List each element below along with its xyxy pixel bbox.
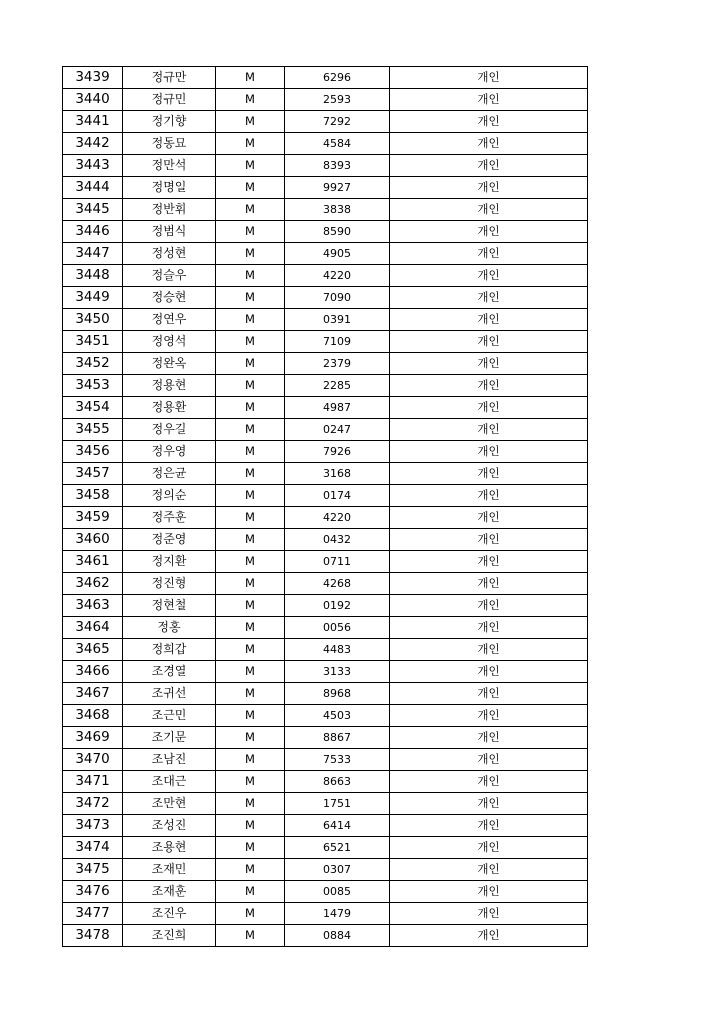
gender-cell: M [216, 375, 285, 397]
row-number-cell: 3445 [63, 199, 123, 221]
type-cell: 개인 [390, 177, 588, 199]
code-cell: 8867 [285, 727, 390, 749]
type-cell: 개인 [390, 89, 588, 111]
type-cell: 개인 [390, 727, 588, 749]
code-cell: 3838 [285, 199, 390, 221]
row-number-cell: 3469 [63, 727, 123, 749]
table-row [63, 243, 588, 265]
row-number-cell: 3471 [63, 771, 123, 793]
table-row [63, 199, 588, 221]
name-cell: 정은균 [123, 463, 216, 485]
name-cell: 조재훈 [123, 881, 216, 903]
code-cell: 0711 [285, 551, 390, 573]
type-cell: 개인 [390, 199, 588, 221]
name-cell: 조귀선 [123, 683, 216, 705]
name-cell: 정희갑 [123, 639, 216, 661]
table-row [63, 353, 588, 375]
code-cell: 4268 [285, 573, 390, 595]
code-cell: 4987 [285, 397, 390, 419]
gender-cell: M [216, 199, 285, 221]
code-cell: 8968 [285, 683, 390, 705]
code-cell: 0432 [285, 529, 390, 551]
type-cell: 개인 [390, 67, 588, 89]
code-cell: 4503 [285, 705, 390, 727]
type-cell: 개인 [390, 463, 588, 485]
type-cell: 개인 [390, 837, 588, 859]
table-row [63, 617, 588, 639]
name-cell: 정주훈 [123, 507, 216, 529]
gender-cell: M [216, 529, 285, 551]
type-cell: 개인 [390, 595, 588, 617]
table-row [63, 705, 588, 727]
code-cell: 4220 [285, 265, 390, 287]
name-cell: 조만현 [123, 793, 216, 815]
name-cell: 정기향 [123, 111, 216, 133]
gender-cell: M [216, 441, 285, 463]
name-cell: 정우영 [123, 441, 216, 463]
type-cell: 개인 [390, 661, 588, 683]
name-cell: 조재민 [123, 859, 216, 881]
table-row [63, 331, 588, 353]
name-cell: 조기문 [123, 727, 216, 749]
code-cell: 7926 [285, 441, 390, 463]
row-number-cell: 3457 [63, 463, 123, 485]
type-cell: 개인 [390, 771, 588, 793]
gender-cell: M [216, 661, 285, 683]
code-cell: 0085 [285, 881, 390, 903]
table-row [63, 89, 588, 111]
type-cell: 개인 [390, 507, 588, 529]
gender-cell: M [216, 573, 285, 595]
type-cell: 개인 [390, 309, 588, 331]
type-cell: 개인 [390, 133, 588, 155]
gender-cell: M [216, 111, 285, 133]
type-cell: 개인 [390, 705, 588, 727]
code-cell: 0307 [285, 859, 390, 881]
name-cell: 정홍 [123, 617, 216, 639]
row-number-cell: 3465 [63, 639, 123, 661]
table-row [63, 771, 588, 793]
gender-cell: M [216, 617, 285, 639]
row-number-cell: 3448 [63, 265, 123, 287]
name-cell: 정만석 [123, 155, 216, 177]
type-cell: 개인 [390, 925, 588, 947]
gender-cell: M [216, 639, 285, 661]
row-number-cell: 3462 [63, 573, 123, 595]
row-number-cell: 3458 [63, 485, 123, 507]
table-row [63, 375, 588, 397]
name-cell: 조진희 [123, 925, 216, 947]
gender-cell: M [216, 595, 285, 617]
name-cell: 정반휘 [123, 199, 216, 221]
table-row [63, 903, 588, 925]
row-number-cell: 3456 [63, 441, 123, 463]
row-number-cell: 3463 [63, 595, 123, 617]
row-number-cell: 3440 [63, 89, 123, 111]
gender-cell: M [216, 353, 285, 375]
name-cell: 조근민 [123, 705, 216, 727]
gender-cell: M [216, 859, 285, 881]
table-row [63, 507, 588, 529]
row-number-cell: 3454 [63, 397, 123, 419]
name-cell: 정용환 [123, 397, 216, 419]
table-row [63, 661, 588, 683]
table-row [63, 287, 588, 309]
table-row [63, 265, 588, 287]
gender-cell: M [216, 89, 285, 111]
table-row [63, 485, 588, 507]
table-row [63, 793, 588, 815]
row-number-cell: 3452 [63, 353, 123, 375]
table-row [63, 881, 588, 903]
row-number-cell: 3441 [63, 111, 123, 133]
type-cell: 개인 [390, 749, 588, 771]
gender-cell: M [216, 749, 285, 771]
type-cell: 개인 [390, 375, 588, 397]
table-row [63, 683, 588, 705]
type-cell: 개인 [390, 617, 588, 639]
type-cell: 개인 [390, 859, 588, 881]
gender-cell: M [216, 331, 285, 353]
type-cell: 개인 [390, 331, 588, 353]
gender-cell: M [216, 705, 285, 727]
code-cell: 4220 [285, 507, 390, 529]
gender-cell: M [216, 727, 285, 749]
name-cell: 조진우 [123, 903, 216, 925]
gender-cell: M [216, 397, 285, 419]
row-number-cell: 3467 [63, 683, 123, 705]
code-cell: 9927 [285, 177, 390, 199]
code-cell: 8393 [285, 155, 390, 177]
row-number-cell: 3444 [63, 177, 123, 199]
gender-cell: M [216, 881, 285, 903]
name-cell: 정규만 [123, 67, 216, 89]
row-number-cell: 3449 [63, 287, 123, 309]
name-cell: 정명일 [123, 177, 216, 199]
name-cell: 정용현 [123, 375, 216, 397]
row-number-cell: 3477 [63, 903, 123, 925]
code-cell: 0884 [285, 925, 390, 947]
code-cell: 0391 [285, 309, 390, 331]
table-row [63, 815, 588, 837]
gender-cell: M [216, 419, 285, 441]
row-number-cell: 3472 [63, 793, 123, 815]
code-cell: 7090 [285, 287, 390, 309]
row-number-cell: 3447 [63, 243, 123, 265]
code-cell: 8590 [285, 221, 390, 243]
gender-cell: M [216, 683, 285, 705]
table-row [63, 419, 588, 441]
type-cell: 개인 [390, 485, 588, 507]
code-cell: 4905 [285, 243, 390, 265]
name-cell: 조남진 [123, 749, 216, 771]
table-row [63, 727, 588, 749]
type-cell: 개인 [390, 353, 588, 375]
code-cell: 1751 [285, 793, 390, 815]
table-row [63, 639, 588, 661]
name-cell: 정규민 [123, 89, 216, 111]
table-row [63, 859, 588, 881]
row-number-cell: 3473 [63, 815, 123, 837]
roster-table-body [63, 67, 588, 947]
gender-cell: M [216, 903, 285, 925]
type-cell: 개인 [390, 111, 588, 133]
gender-cell: M [216, 243, 285, 265]
code-cell: 4584 [285, 133, 390, 155]
table-row [63, 111, 588, 133]
type-cell: 개인 [390, 397, 588, 419]
table-row [63, 749, 588, 771]
name-cell: 조대근 [123, 771, 216, 793]
name-cell: 정슬우 [123, 265, 216, 287]
gender-cell: M [216, 793, 285, 815]
type-cell: 개인 [390, 793, 588, 815]
row-number-cell: 3439 [63, 67, 123, 89]
name-cell: 정지환 [123, 551, 216, 573]
row-number-cell: 3442 [63, 133, 123, 155]
gender-cell: M [216, 309, 285, 331]
table-row [63, 529, 588, 551]
name-cell: 정준영 [123, 529, 216, 551]
table-row [63, 133, 588, 155]
gender-cell: M [216, 485, 285, 507]
type-cell: 개인 [390, 155, 588, 177]
row-number-cell: 3461 [63, 551, 123, 573]
table-row [63, 67, 588, 89]
type-cell: 개인 [390, 287, 588, 309]
name-cell: 정연우 [123, 309, 216, 331]
row-number-cell: 3470 [63, 749, 123, 771]
table-row [63, 309, 588, 331]
name-cell: 정현철 [123, 595, 216, 617]
table-row [63, 155, 588, 177]
code-cell: 7109 [285, 331, 390, 353]
type-cell: 개인 [390, 551, 588, 573]
name-cell: 조성진 [123, 815, 216, 837]
code-cell: 8663 [285, 771, 390, 793]
table-row [63, 925, 588, 947]
code-cell: 1479 [285, 903, 390, 925]
gender-cell: M [216, 837, 285, 859]
code-cell: 0174 [285, 485, 390, 507]
gender-cell: M [216, 177, 285, 199]
table-row [63, 221, 588, 243]
type-cell: 개인 [390, 221, 588, 243]
row-number-cell: 3476 [63, 881, 123, 903]
row-number-cell: 3464 [63, 617, 123, 639]
gender-cell: M [216, 815, 285, 837]
code-cell: 7533 [285, 749, 390, 771]
table-row [63, 573, 588, 595]
code-cell: 0247 [285, 419, 390, 441]
row-number-cell: 3466 [63, 661, 123, 683]
type-cell: 개인 [390, 529, 588, 551]
gender-cell: M [216, 67, 285, 89]
gender-cell: M [216, 155, 285, 177]
row-number-cell: 3474 [63, 837, 123, 859]
code-cell: 3133 [285, 661, 390, 683]
code-cell: 6296 [285, 67, 390, 89]
type-cell: 개인 [390, 683, 588, 705]
gender-cell: M [216, 287, 285, 309]
type-cell: 개인 [390, 419, 588, 441]
type-cell: 개인 [390, 573, 588, 595]
name-cell: 정영석 [123, 331, 216, 353]
name-cell: 조용현 [123, 837, 216, 859]
type-cell: 개인 [390, 639, 588, 661]
gender-cell: M [216, 925, 285, 947]
name-cell: 정성현 [123, 243, 216, 265]
code-cell: 2379 [285, 353, 390, 375]
name-cell: 정승현 [123, 287, 216, 309]
name-cell: 정의순 [123, 485, 216, 507]
code-cell: 6414 [285, 815, 390, 837]
gender-cell: M [216, 771, 285, 793]
table-row [63, 397, 588, 419]
name-cell: 정동묘 [123, 133, 216, 155]
code-cell: 3168 [285, 463, 390, 485]
type-cell: 개인 [390, 903, 588, 925]
gender-cell: M [216, 463, 285, 485]
name-cell: 조경열 [123, 661, 216, 683]
code-cell: 0056 [285, 617, 390, 639]
gender-cell: M [216, 551, 285, 573]
table-row [63, 595, 588, 617]
row-number-cell: 3455 [63, 419, 123, 441]
name-cell: 정완옥 [123, 353, 216, 375]
type-cell: 개인 [390, 881, 588, 903]
type-cell: 개인 [390, 815, 588, 837]
code-cell: 4483 [285, 639, 390, 661]
table-row [63, 177, 588, 199]
row-number-cell: 3453 [63, 375, 123, 397]
code-cell: 2593 [285, 89, 390, 111]
row-number-cell: 3475 [63, 859, 123, 881]
row-number-cell: 3459 [63, 507, 123, 529]
row-number-cell: 3446 [63, 221, 123, 243]
table-row [63, 441, 588, 463]
table-row [63, 551, 588, 573]
row-number-cell: 3451 [63, 331, 123, 353]
table-row [63, 463, 588, 485]
row-number-cell: 3478 [63, 925, 123, 947]
row-number-cell: 3468 [63, 705, 123, 727]
name-cell: 정우길 [123, 419, 216, 441]
row-number-cell: 3443 [63, 155, 123, 177]
code-cell: 7292 [285, 111, 390, 133]
row-number-cell: 3450 [63, 309, 123, 331]
name-cell: 정범식 [123, 221, 216, 243]
name-cell: 정진형 [123, 573, 216, 595]
table-row [63, 837, 588, 859]
gender-cell: M [216, 133, 285, 155]
roster-table [62, 66, 588, 947]
type-cell: 개인 [390, 243, 588, 265]
code-cell: 6521 [285, 837, 390, 859]
type-cell: 개인 [390, 265, 588, 287]
code-cell: 0192 [285, 595, 390, 617]
gender-cell: M [216, 221, 285, 243]
row-number-cell: 3460 [63, 529, 123, 551]
gender-cell: M [216, 507, 285, 529]
type-cell: 개인 [390, 441, 588, 463]
code-cell: 2285 [285, 375, 390, 397]
gender-cell: M [216, 265, 285, 287]
